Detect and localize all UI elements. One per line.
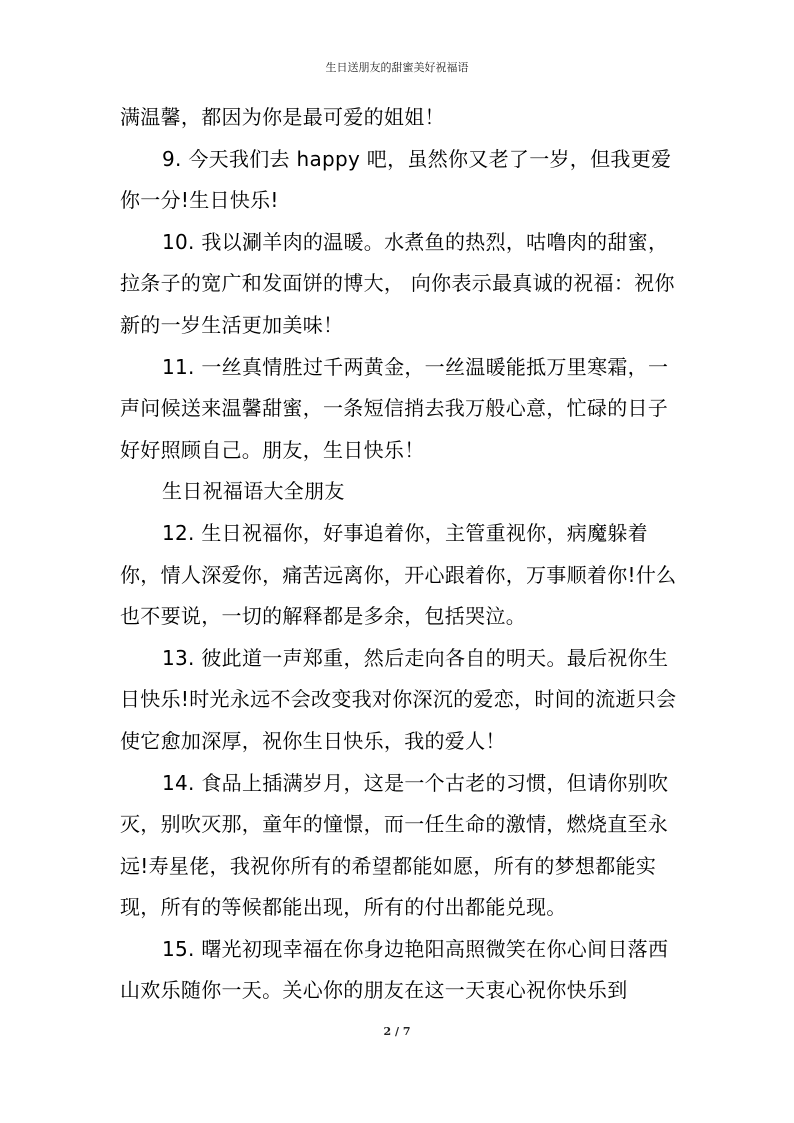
paragraph-continuation: 满温馨，都因为你是最可爱的姐姐！ <box>120 105 445 129</box>
paragraph-item-12: 12. 生日祝福你，好事追着你，主管重视你，病魔躲着你，情人深爱你，痛苦远离你，开心跟着你，万事顺着你!什么也不要说，一切的解释都是多余，包括哭泣。 <box>120 520 677 629</box>
paragraph-item-11: 11. 一丝真情胜过千两黄金，一丝温暖能抵万里寒霜，一声问候送来温馨甜蜜，一条短信捎去我万般心意，忙碌的日子好好照顾自己。朋友，生日快乐！ <box>120 354 669 462</box>
section-heading: 生日祝福语大全朋友 <box>162 479 345 504</box>
paragraph-item-15: 15. 曙光初现幸福在你身边艳阳高照微笑在你心间日落西山欢乐随你一天。关心你的朋友在这一天衷心祝你快乐到 <box>120 936 669 1003</box>
paragraph-item-9: 9. 今天我们去 happy 吧，虽然你又老了一岁，但我更爱你一分!生日快乐! <box>120 146 672 213</box>
paragraph-item-14: 14. 食品上插满岁月，这是一个古老的习惯，但请你别吹灭，别吹灭那，童年的憧憬，而一任生命的激情，燃烧直至永远!寿星佬，我祝你所有的希望都能如愿，所有的梦想都能实现，所有的等候都能出现，所有的付出都能兑现。 <box>120 770 669 920</box>
document-body <box>120 97 680 1012</box>
page-number: 2 / 7 <box>383 1025 411 1038</box>
header-divider <box>120 80 674 81</box>
paragraph-item-13: 13. 彼此道一声郑重，然后走向各自的明天。最后祝你生日快乐!时光永远不会改变我对你深沉的爱恋，时间的流逝只会使它愈加深厚，祝你生日快乐，我的爱人！ <box>120 645 677 753</box>
paragraph-item-10: 10. 我以涮羊肉的温暖。水煮鱼的热烈，咕噜肉的甜蜜，拉条子的宽广和发面饼的博大， 向你表示最真诚的祝福：祝你新的一岁生活更加美味！ <box>120 229 675 337</box>
page-header: 生日送朋友的甜蜜美好祝福语 <box>325 61 469 74</box>
